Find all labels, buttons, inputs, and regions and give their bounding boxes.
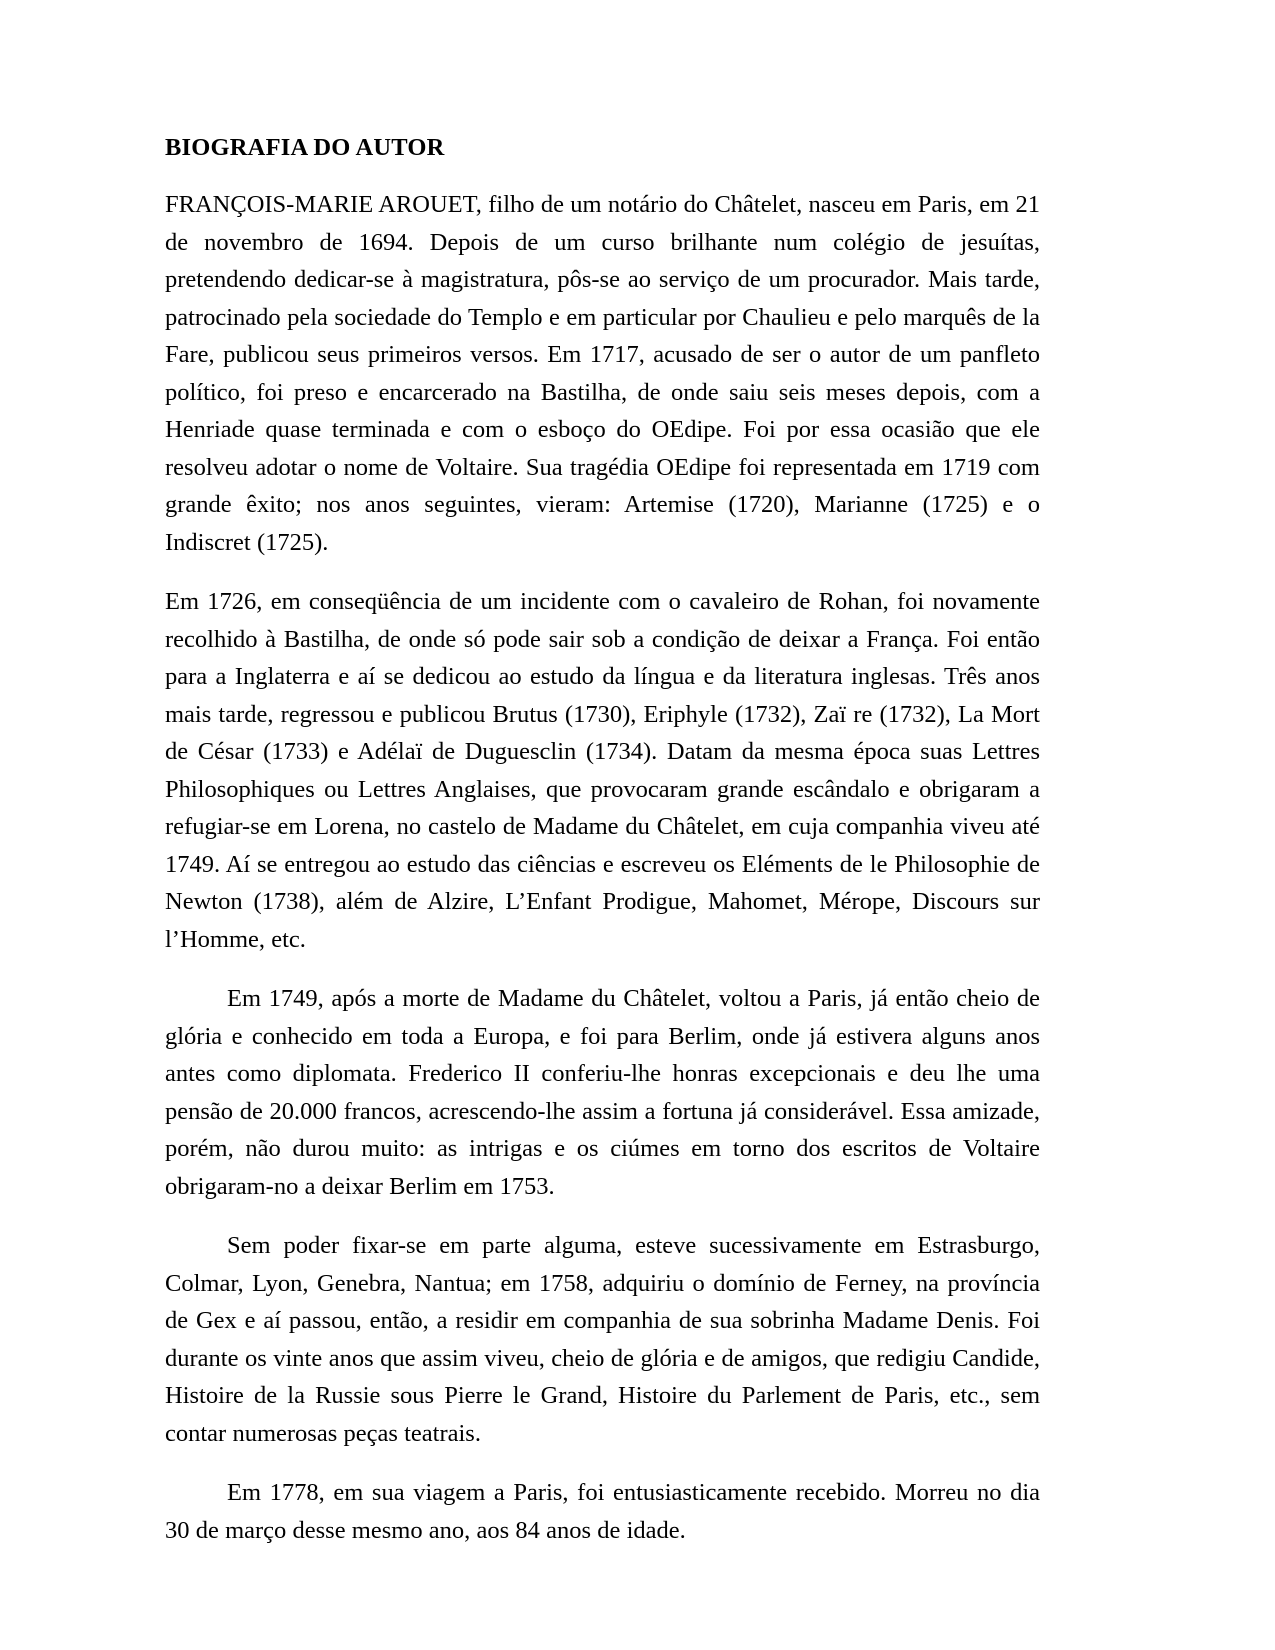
paragraph-biography-intro: FRANÇOIS-MARIE AROUET, filho de um notário do Châtelet, nasceu em Paris, em 21 de novembro de 1694. Depois de um curso brilhante num colégio de jesuítas, pretendendo dedicar-se à magistratura, pôs-se ao serviço de um procurador. Mais tarde, patrocinado pela sociedade do Templo e em particular por Chaulieu e pelo marquês de la Fare, publicou seus primeiros versos. Em 1717, acusado de ser o autor de um panfleto político, foi preso e encarcerado na Bastilha, de onde saiu seis meses depois, com a Henriade quase terminada e com o esboço do OEdipe. Foi por essa ocasião que ele resolveu adotar o nome de Voltaire. Sua tragédia OEdipe foi representada em 1719 com grande êxito; nos anos seguintes, vieram: Artemise (1720), Marianne (1725) e o Indiscret (1725).: [165, 191, 1040, 556]
document-body: [165, 132, 1040, 1549]
page-title: BIOGRAFIA DO AUTOR: [165, 134, 445, 161]
paragraph-bastille-england: Em 1726, em conseqüência de um incidente com o cavaleiro de Rohan, foi novamente recolhido à Bastilha, de onde só pode sair sob a condição de deixar a França. Foi então para a Inglaterra e aí se dedicou ao estudo da língua e da literatura inglesas. Três anos mais tarde, regressou e publicou Brutus (1730), Eriphyle (1732), Zaï re (1732), La Mort de César (1733) e Adélaï de Duguesclin (1734). Datam da mesma época suas Lettres Philosophiques ou Lettres Anglaises, que provocaram grande escândalo e obrigaram a refugiar-se em Lorena, no castelo de Madame du Châtelet, em cuja companhia viveu até 1749. Aí se entregou ao estudo das ciências e escreveu os Eléments de le Philosophie de Newton (1738), além de Alzire, L’Enfant Prodigue, Mahomet, Mérope, Discours sur l’Homme, etc.: [165, 588, 1040, 953]
paragraph-death: Em 1778, em sua viagem a Paris, foi entusiasticamente recebido. Morreu no dia 30 de março desse mesmo ano, aos 84 anos de idade.: [165, 1479, 1040, 1544]
paragraph-berlin: Em 1749, após a morte de Madame du Châtelet, voltou a Paris, já então cheio de glória e conhecido em toda a Europa, e foi para Berlim, onde já estivera alguns anos antes como diplomata. Frederico II conferiu-lhe honras excepcionais e deu lhe uma pensão de 20.000 francos, acrescendo-lhe assim a fortuna já considerável. Essa amizade, porém, não durou muito: as intrigas e os ciúmes em torno dos escritos de Voltaire obrigaram-no a deixar Berlim em 1753.: [165, 985, 1040, 1200]
paragraph-ferney: Sem poder fixar-se em parte alguma, esteve sucessivamente em Estrasburgo, Colmar, Lyon, Genebra, Nantua; em 1758, adquiriu o domínio de Ferney, na província de Gex e aí passou, então, a residir em companhia de sua sobrinha Madame Denis. Foi durante os vinte anos que assim viveu, cheio de glória e de amigos, que redigiu Candide, Histoire de la Russie sous Pierre le Grand, Histoire du Parlement de Paris, etc., sem contar numerosas peças teatrais.: [165, 1232, 1040, 1447]
